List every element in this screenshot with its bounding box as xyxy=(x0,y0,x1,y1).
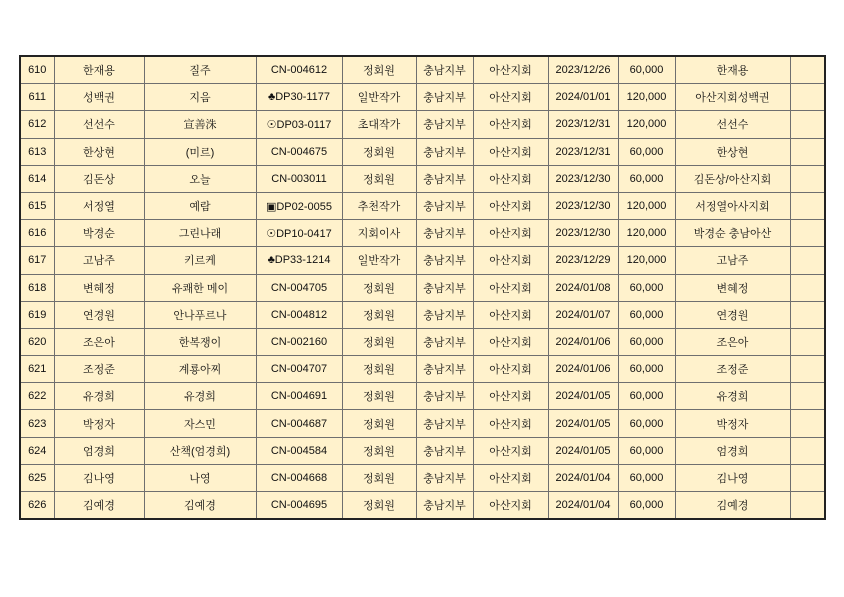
name-cell: 고남주 xyxy=(54,247,144,274)
row-number-cell: 623 xyxy=(20,410,54,437)
note-cell xyxy=(790,220,825,247)
chapter-cell: 아산지회 xyxy=(473,437,548,464)
member-id-cell: ☉DP10-0417 xyxy=(256,220,342,247)
member-id-cell: CN-004675 xyxy=(256,138,342,165)
name-cell: 성백권 xyxy=(54,84,144,111)
row-number-cell: 612 xyxy=(20,111,54,138)
member-id-cell: CN-004691 xyxy=(256,383,342,410)
branch-cell: 충남지부 xyxy=(416,328,473,355)
pen-name-cell: 산책(엄경희) xyxy=(144,437,256,464)
row-number-cell: 626 xyxy=(20,492,54,520)
grade-cell: 정회원 xyxy=(342,356,416,383)
table-row xyxy=(20,274,825,301)
depositor-cell: 김예경 xyxy=(675,492,790,520)
grade-cell: 정회원 xyxy=(342,328,416,355)
pen-name-cell: 안나푸르나 xyxy=(144,301,256,328)
row-number-cell: 618 xyxy=(20,274,54,301)
pen-name-cell: 한복쟁이 xyxy=(144,328,256,355)
depositor-cell: 아산지회성백권 xyxy=(675,84,790,111)
name-cell: 엄경희 xyxy=(54,437,144,464)
chapter-cell: 아산지회 xyxy=(473,410,548,437)
date-cell: 2024/01/06 xyxy=(548,356,618,383)
note-cell xyxy=(790,111,825,138)
depositor-cell: 조정준 xyxy=(675,356,790,383)
member-id-cell: CN-003011 xyxy=(256,165,342,192)
depositor-cell: 박경순 충남아산 xyxy=(675,220,790,247)
grade-cell: 일반작가 xyxy=(342,84,416,111)
note-cell xyxy=(790,437,825,464)
row-number-cell: 621 xyxy=(20,356,54,383)
depositor-cell: 엄경희 xyxy=(675,437,790,464)
row-number-cell: 615 xyxy=(20,192,54,219)
date-cell: 2024/01/08 xyxy=(548,274,618,301)
amount-cell: 120,000 xyxy=(618,247,675,274)
amount-cell: 60,000 xyxy=(618,464,675,491)
branch-cell: 충남지부 xyxy=(416,437,473,464)
name-cell: 김예경 xyxy=(54,492,144,520)
row-number-cell: 610 xyxy=(20,56,54,84)
branch-cell: 충남지부 xyxy=(416,165,473,192)
grade-cell: 정회원 xyxy=(342,138,416,165)
chapter-cell: 아산지회 xyxy=(473,356,548,383)
note-cell xyxy=(790,410,825,437)
row-number-cell: 622 xyxy=(20,383,54,410)
date-cell: 2024/01/04 xyxy=(548,464,618,491)
depositor-cell: 한재용 xyxy=(675,56,790,84)
note-cell xyxy=(790,84,825,111)
amount-cell: 60,000 xyxy=(618,410,675,437)
amount-cell: 60,000 xyxy=(618,165,675,192)
chapter-cell: 아산지회 xyxy=(473,247,548,274)
date-cell: 2023/12/30 xyxy=(548,220,618,247)
date-cell: 2024/01/06 xyxy=(548,328,618,355)
chapter-cell: 아산지회 xyxy=(473,383,548,410)
branch-cell: 충남지부 xyxy=(416,111,473,138)
branch-cell: 충남지부 xyxy=(416,138,473,165)
table-row xyxy=(20,111,825,138)
row-number-cell: 617 xyxy=(20,247,54,274)
branch-cell: 충남지부 xyxy=(416,492,473,520)
grade-cell: 정회원 xyxy=(342,165,416,192)
table-row xyxy=(20,356,825,383)
branch-cell: 충남지부 xyxy=(416,410,473,437)
name-cell: 한재용 xyxy=(54,56,144,84)
note-cell xyxy=(790,192,825,219)
note-cell xyxy=(790,56,825,84)
date-cell: 2024/01/05 xyxy=(548,410,618,437)
name-cell: 김나영 xyxy=(54,464,144,491)
grade-cell: 초대작가 xyxy=(342,111,416,138)
pen-name-cell: 키르케 xyxy=(144,247,256,274)
grade-cell: 정회원 xyxy=(342,410,416,437)
row-number-cell: 613 xyxy=(20,138,54,165)
date-cell: 2024/01/01 xyxy=(548,84,618,111)
member-id-cell: CN-004812 xyxy=(256,301,342,328)
pen-name-cell: 宣善洙 xyxy=(144,111,256,138)
row-number-cell: 619 xyxy=(20,301,54,328)
row-number-cell: 624 xyxy=(20,437,54,464)
amount-cell: 120,000 xyxy=(618,111,675,138)
depositor-cell: 변혜정 xyxy=(675,274,790,301)
date-cell: 2023/12/30 xyxy=(548,165,618,192)
member-id-cell: ☉DP03-0117 xyxy=(256,111,342,138)
depositor-cell: 서정열아사지회 xyxy=(675,192,790,219)
name-cell: 유경희 xyxy=(54,383,144,410)
branch-cell: 충남지부 xyxy=(416,84,473,111)
chapter-cell: 아산지회 xyxy=(473,111,548,138)
chapter-cell: 아산지회 xyxy=(473,274,548,301)
branch-cell: 충남지부 xyxy=(416,383,473,410)
pen-name-cell: 자스민 xyxy=(144,410,256,437)
pen-name-cell: 김예경 xyxy=(144,492,256,520)
chapter-cell: 아산지회 xyxy=(473,84,548,111)
note-cell xyxy=(790,464,825,491)
name-cell: 서정열 xyxy=(54,192,144,219)
grade-cell: 정회원 xyxy=(342,274,416,301)
pen-name-cell: 질주 xyxy=(144,56,256,84)
grade-cell: 추천작가 xyxy=(342,192,416,219)
amount-cell: 120,000 xyxy=(618,84,675,111)
pen-name-cell: (미르) xyxy=(144,138,256,165)
amount-cell: 60,000 xyxy=(618,274,675,301)
chapter-cell: 아산지회 xyxy=(473,56,548,84)
chapter-cell: 아산지회 xyxy=(473,138,548,165)
depositor-cell: 연경원 xyxy=(675,301,790,328)
member-id-cell: CN-004705 xyxy=(256,274,342,301)
amount-cell: 60,000 xyxy=(618,138,675,165)
date-cell: 2024/01/04 xyxy=(548,492,618,520)
member-id-cell: CN-004584 xyxy=(256,437,342,464)
note-cell xyxy=(790,356,825,383)
amount-cell: 60,000 xyxy=(618,56,675,84)
grade-cell: 일반작가 xyxy=(342,247,416,274)
depositor-cell: 선선수 xyxy=(675,111,790,138)
member-ledger-table xyxy=(19,55,826,520)
pen-name-cell: 지음 xyxy=(144,84,256,111)
table-row xyxy=(20,492,825,520)
member-id-cell: CN-004668 xyxy=(256,464,342,491)
note-cell xyxy=(790,247,825,274)
depositor-cell: 유경희 xyxy=(675,383,790,410)
name-cell: 변혜정 xyxy=(54,274,144,301)
name-cell: 연경원 xyxy=(54,301,144,328)
branch-cell: 충남지부 xyxy=(416,356,473,383)
depositor-cell: 김나영 xyxy=(675,464,790,491)
amount-cell: 60,000 xyxy=(618,437,675,464)
depositor-cell: 고남주 xyxy=(675,247,790,274)
amount-cell: 60,000 xyxy=(618,328,675,355)
pen-name-cell: 오늘 xyxy=(144,165,256,192)
row-number-cell: 625 xyxy=(20,464,54,491)
grade-cell: 정회원 xyxy=(342,437,416,464)
grade-cell: 지회이사 xyxy=(342,220,416,247)
amount-cell: 60,000 xyxy=(618,492,675,520)
table-row xyxy=(20,220,825,247)
depositor-cell: 박정자 xyxy=(675,410,790,437)
table-row xyxy=(20,165,825,192)
table-row xyxy=(20,56,825,84)
name-cell: 박정자 xyxy=(54,410,144,437)
ledger-body xyxy=(20,56,825,519)
note-cell xyxy=(790,165,825,192)
table-row xyxy=(20,437,825,464)
branch-cell: 충남지부 xyxy=(416,247,473,274)
date-cell: 2023/12/26 xyxy=(548,56,618,84)
grade-cell: 정회원 xyxy=(342,464,416,491)
table-row xyxy=(20,301,825,328)
amount-cell: 120,000 xyxy=(618,220,675,247)
chapter-cell: 아산지회 xyxy=(473,492,548,520)
amount-cell: 60,000 xyxy=(618,301,675,328)
note-cell xyxy=(790,383,825,410)
date-cell: 2023/12/31 xyxy=(548,111,618,138)
table-row xyxy=(20,410,825,437)
pen-name-cell: 그린나래 xyxy=(144,220,256,247)
pen-name-cell: 유쾌한 메이 xyxy=(144,274,256,301)
member-id-cell: CN-004612 xyxy=(256,56,342,84)
branch-cell: 충남지부 xyxy=(416,464,473,491)
depositor-cell: 김돈상/아산지회 xyxy=(675,165,790,192)
row-number-cell: 611 xyxy=(20,84,54,111)
member-id-cell: CN-004707 xyxy=(256,356,342,383)
name-cell: 선선수 xyxy=(54,111,144,138)
name-cell: 조정준 xyxy=(54,356,144,383)
grade-cell: 정회원 xyxy=(342,301,416,328)
date-cell: 2024/01/05 xyxy=(548,383,618,410)
table-row xyxy=(20,84,825,111)
name-cell: 한상현 xyxy=(54,138,144,165)
name-cell: 박경순 xyxy=(54,220,144,247)
row-number-cell: 620 xyxy=(20,328,54,355)
branch-cell: 충남지부 xyxy=(416,56,473,84)
name-cell: 조은아 xyxy=(54,328,144,355)
chapter-cell: 아산지회 xyxy=(473,165,548,192)
member-id-cell: CN-002160 xyxy=(256,328,342,355)
branch-cell: 충남지부 xyxy=(416,192,473,219)
grade-cell: 정회원 xyxy=(342,383,416,410)
chapter-cell: 아산지회 xyxy=(473,464,548,491)
pen-name-cell: 유경희 xyxy=(144,383,256,410)
grade-cell: 정회원 xyxy=(342,492,416,520)
row-number-cell: 616 xyxy=(20,220,54,247)
chapter-cell: 아산지회 xyxy=(473,220,548,247)
date-cell: 2024/01/07 xyxy=(548,301,618,328)
amount-cell: 60,000 xyxy=(618,356,675,383)
amount-cell: 60,000 xyxy=(618,383,675,410)
note-cell xyxy=(790,274,825,301)
pen-name-cell: 예람 xyxy=(144,192,256,219)
table-row xyxy=(20,464,825,491)
grade-cell: 정회원 xyxy=(342,56,416,84)
date-cell: 2023/12/30 xyxy=(548,192,618,219)
pen-name-cell: 계룡아찌 xyxy=(144,356,256,383)
table-row xyxy=(20,247,825,274)
chapter-cell: 아산지회 xyxy=(473,328,548,355)
member-id-cell: ♣DP33-1214 xyxy=(256,247,342,274)
date-cell: 2024/01/05 xyxy=(548,437,618,464)
note-cell xyxy=(790,492,825,520)
note-cell xyxy=(790,138,825,165)
table-row xyxy=(20,192,825,219)
note-cell xyxy=(790,301,825,328)
amount-cell: 120,000 xyxy=(618,192,675,219)
depositor-cell: 한상현 xyxy=(675,138,790,165)
member-id-cell: CN-004695 xyxy=(256,492,342,520)
row-number-cell: 614 xyxy=(20,165,54,192)
name-cell: 김돈상 xyxy=(54,165,144,192)
pen-name-cell: 나영 xyxy=(144,464,256,491)
depositor-cell: 조은아 xyxy=(675,328,790,355)
chapter-cell: 아산지회 xyxy=(473,192,548,219)
branch-cell: 충남지부 xyxy=(416,220,473,247)
member-id-cell: CN-004687 xyxy=(256,410,342,437)
member-id-cell: ▣DP02-0055 xyxy=(256,192,342,219)
member-id-cell: ♣DP30-1177 xyxy=(256,84,342,111)
table-row xyxy=(20,138,825,165)
chapter-cell: 아산지회 xyxy=(473,301,548,328)
branch-cell: 충남지부 xyxy=(416,301,473,328)
branch-cell: 충남지부 xyxy=(416,274,473,301)
note-cell xyxy=(790,328,825,355)
table-row xyxy=(20,328,825,355)
date-cell: 2023/12/31 xyxy=(548,138,618,165)
date-cell: 2023/12/29 xyxy=(548,247,618,274)
table-row xyxy=(20,383,825,410)
